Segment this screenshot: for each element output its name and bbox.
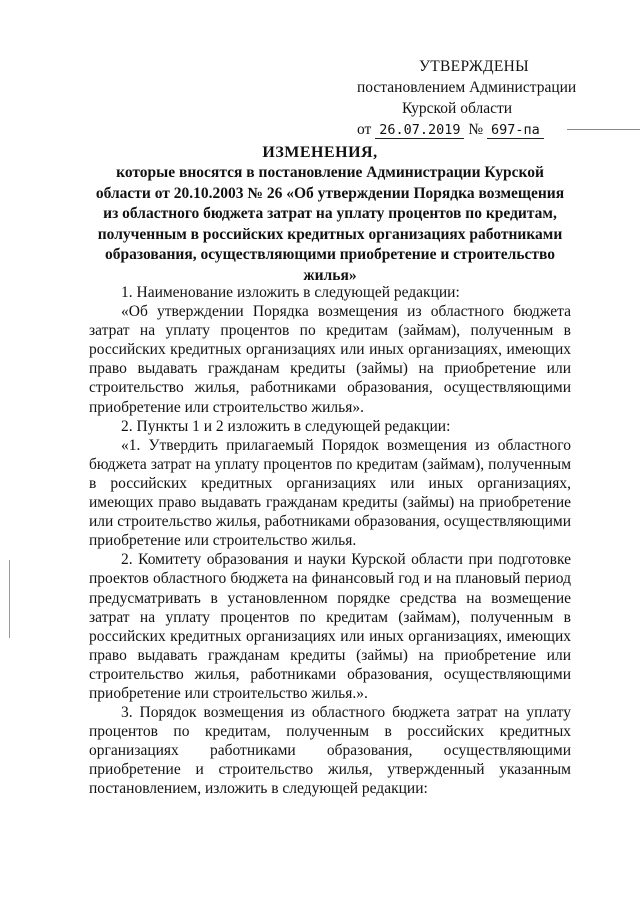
document-title: ИЗМЕНЕНИЯ, xyxy=(262,144,378,161)
approval-region: Курской области xyxy=(402,100,513,117)
approval-number: 697-па xyxy=(487,122,544,139)
paragraph-2: «Об утверждении Порядка возмещения из областного бюджета затрат на уплату процентов по кредитам (займам), полученным в российских кредитных организациях или иных организациях, имеющих право выдавать гражданам кредиты (займы) на приобретение или строительство жилья, работниками образования, осуществляющими приобретение или строительство жилья». xyxy=(89,303,571,416)
approval-heading: УТВЕРЖДЕНЫ xyxy=(419,58,529,75)
approval-date: 26.07.2019 xyxy=(375,122,464,139)
paragraph-6: 3. Порядок возмещения из областного бюджета затрат на уплату процентов по кредитам, полученным в российских кредитных организациях работниками образования, осуществляющими приобретение и строительство жилья, утвержденный указанным постановлением, изложить в следующей редакции: xyxy=(89,704,571,798)
approval-stamp xyxy=(357,56,627,141)
paragraph-1: 1. Наименование изложить в следующей редакции: xyxy=(121,284,460,301)
paragraph-5: 2. Комитету образования и науки Курской области при подготовке проектов областного бюджета на финансовый год и на плановый период предусматривать в установленном порядке средства на возмещение затрат на уплату процентов по кредитам (займам), полученным в российских кредитных организациях или иных организациях, имеющих право выдавать гражданам кредиты (займы) на приобретение или строительство жилья, работниками образования, осуществляющими приобретение или строительство жилья.». xyxy=(89,551,571,702)
number-prefix: № xyxy=(468,121,484,138)
document-body xyxy=(89,283,571,799)
approval-authority: постановлением Администрации xyxy=(357,79,577,96)
document-subtitle: которые вносятся в постановление Администрации Курской области от 20.10.2003 № 26 «Об утверждении Порядка возмещения из областного бюджета затрат на уплату процентов по кредитам, полученным в российских кредитных организациях работниками образования, осуществляющими приобретение и строительство жилья» xyxy=(95,164,565,284)
date-prefix: от xyxy=(357,121,372,138)
scan-margin-line xyxy=(9,560,10,638)
signature-tail-line xyxy=(567,129,640,130)
paragraph-3: 2. Пункты 1 и 2 изложить в следующей редакции: xyxy=(121,417,451,435)
approval-date-line xyxy=(357,119,627,141)
paragraph-4: «1. Утвердить прилагаемый Порядок возмещения из областного бюджета затрат на уплату процентов по кредитам (займам), полученным в российских кредитных организациях или иных организациях, имеющих право выдавать гражданам кредиты (займы) на приобретение или строительство жилья, работниками образования, осуществляющими приобретение или строительство жилья. xyxy=(89,436,571,550)
